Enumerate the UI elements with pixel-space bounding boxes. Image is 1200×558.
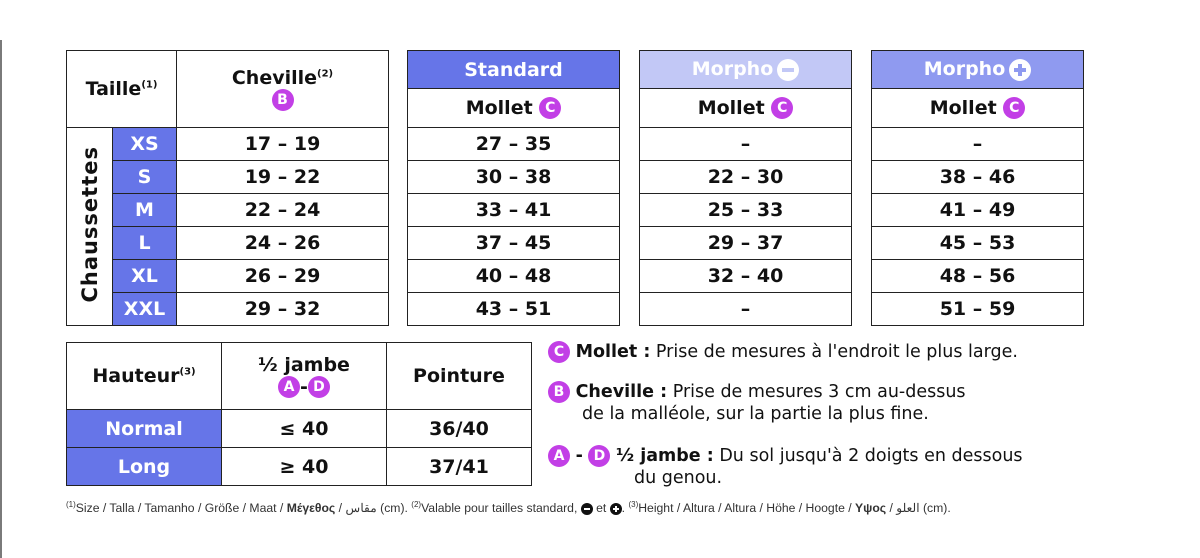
- badge-c-icon: C: [771, 97, 793, 119]
- cheville-xxl: 29 – 32: [177, 293, 389, 326]
- morpho-plus-value: –: [872, 128, 1084, 161]
- standard-value: 40 – 48: [408, 260, 620, 293]
- morpho-minus-value: 32 – 40: [640, 260, 852, 293]
- row-long-pointure: 37/41: [387, 448, 532, 486]
- size-table: [66, 50, 389, 326]
- plus-dot-icon: [610, 503, 622, 515]
- jambe-header: ½ jambe A - D: [222, 343, 387, 410]
- minus-dot-icon: [581, 503, 593, 515]
- morpho-minus-mollet-header: Mollet C: [640, 89, 852, 128]
- size-m: M: [113, 194, 177, 227]
- hauteur-header: Hauteur$^{(3)}$: [67, 343, 222, 410]
- badge-b-icon: B: [548, 381, 570, 403]
- size-xxl: XXL: [113, 293, 177, 326]
- morpho-plus-value: 48 – 56: [872, 260, 1084, 293]
- cheville-m: 22 – 24: [177, 194, 389, 227]
- left-border-line: [0, 40, 2, 558]
- badge-d-icon: D: [308, 376, 330, 398]
- badge-b-icon: B: [272, 89, 294, 111]
- standard-value: 37 – 45: [408, 227, 620, 260]
- morpho-plus-table: [871, 50, 1084, 326]
- cheville-xl: 26 – 29: [177, 260, 389, 293]
- morpho-minus-value: –: [640, 293, 852, 326]
- standard-table: [407, 50, 620, 326]
- cheville-l: 24 – 26: [177, 227, 389, 260]
- chaussettes-label: Chaussettes: [67, 128, 113, 326]
- row-normal-label: Normal: [67, 410, 222, 448]
- row-long-jambe: ≥ 40: [222, 448, 387, 486]
- cheville-xs: 17 – 19: [177, 128, 389, 161]
- pointure-header: Pointure: [387, 343, 532, 410]
- size-xs: XS: [113, 128, 177, 161]
- badge-c-icon: C: [548, 341, 570, 363]
- cheville-s: 19 – 22: [177, 161, 389, 194]
- badge-a-icon: A: [278, 376, 300, 398]
- morpho-plus-value: 38 – 46: [872, 161, 1084, 194]
- size-l: L: [113, 227, 177, 260]
- row-normal-jambe: ≤ 40: [222, 410, 387, 448]
- morpho-minus-value: 29 – 37: [640, 227, 852, 260]
- taille-header: Taille$^{(1)}$: [67, 51, 177, 128]
- morpho-plus-value: 51 – 59: [872, 293, 1084, 326]
- morpho-minus-value: 22 – 30: [640, 161, 852, 194]
- standard-value: 43 – 51: [408, 293, 620, 326]
- morpho-plus-value: 41 – 49: [872, 194, 1084, 227]
- legend-jambe: A - D ½ jambe : Du sol jusqu'à 2 doigts en dessous du genou.: [548, 445, 1023, 489]
- morpho-minus-value: –: [640, 128, 852, 161]
- plus-circle-icon: [1009, 59, 1031, 81]
- morpho-minus-title: Morpho: [640, 51, 852, 89]
- row-long-label: Long: [67, 448, 222, 486]
- cheville-header: Cheville$^{(2)}$ B: [177, 51, 389, 128]
- size-xl: XL: [113, 260, 177, 293]
- standard-title: Standard: [408, 51, 620, 89]
- standard-mollet-header: Mollet C: [408, 89, 620, 128]
- morpho-plus-mollet-header: Mollet C: [872, 89, 1084, 128]
- morpho-minus-table: [639, 50, 852, 326]
- row-normal-pointure: 36/40: [387, 410, 532, 448]
- badge-c-icon: C: [539, 97, 561, 119]
- footnote: $^{(1)}$Size / Talla / Tamanho / Größe / Maat / Μέγεθος / مقاس (cm). $^{(2)}$Valable pour tailles standard, et . $^{(3)}$Height / Altura / Altura / Höhe / Hoogte / Υψος / العلو (cm).: [66, 500, 951, 516]
- badge-a-icon: A: [548, 445, 570, 467]
- standard-value: 30 – 38: [408, 161, 620, 194]
- badge-c-icon: C: [1003, 97, 1025, 119]
- morpho-minus-value: 25 – 33: [640, 194, 852, 227]
- size-s: S: [113, 161, 177, 194]
- standard-value: 27 – 35: [408, 128, 620, 161]
- minus-circle-icon: [777, 59, 799, 81]
- morpho-plus-value: 45 – 53: [872, 227, 1084, 260]
- legend-mollet: C Mollet : Prise de mesures à l'endroit le plus large.: [548, 341, 1018, 363]
- height-table: [66, 342, 532, 486]
- badge-d-icon: D: [588, 445, 610, 467]
- legend-cheville: B Cheville : Prise de mesures 3 cm au-dessus de la malléole, sur la partie la plus fine.: [548, 381, 966, 425]
- standard-value: 33 – 41: [408, 194, 620, 227]
- morpho-plus-title: Morpho: [872, 51, 1084, 89]
